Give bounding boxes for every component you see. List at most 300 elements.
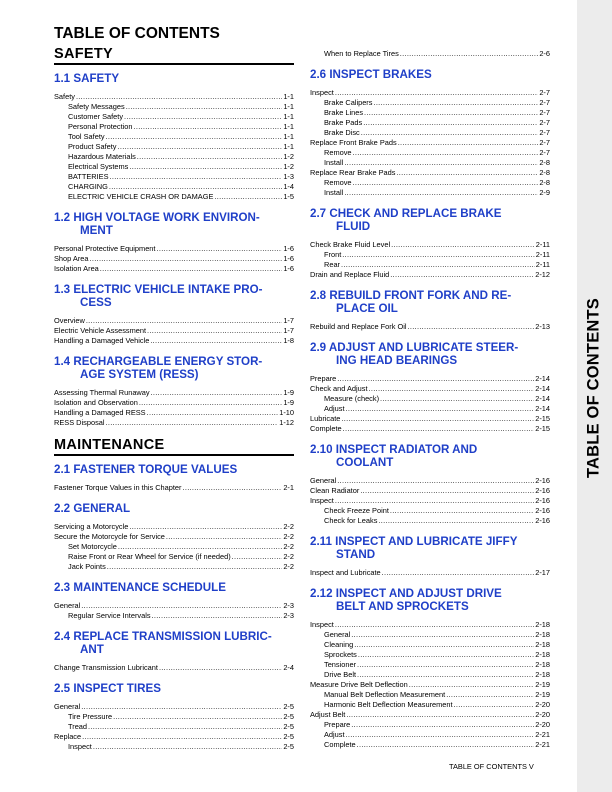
toc-entry-title: Inspect	[310, 620, 334, 629]
part-heading: SAFETY	[54, 46, 294, 65]
toc-entry-list	[310, 620, 550, 750]
section-heading-continuation: MENT	[80, 224, 113, 237]
dot-leader	[454, 700, 535, 710]
toc-entry[interactable]	[310, 476, 550, 486]
dot-leader	[113, 712, 282, 722]
toc-entry-title: BATTERIES	[68, 172, 109, 181]
toc-entry[interactable]	[310, 486, 550, 496]
dot-leader	[446, 690, 534, 700]
toc-entry-page: 2-18	[535, 650, 550, 659]
toc-entry[interactable]	[54, 316, 294, 326]
toc-entry-title: Measure (check)	[324, 394, 380, 403]
dot-leader	[166, 532, 282, 542]
dot-leader	[353, 148, 539, 158]
toc-entry-title: Clean Radiator	[310, 486, 360, 495]
toc-entry-title: Remove	[324, 148, 352, 157]
toc-entry-page: 2-4	[283, 663, 294, 672]
toc-entry-title: Handling a Damaged RESS	[54, 408, 146, 417]
toc-entry[interactable]	[310, 98, 550, 108]
toc-entry[interactable]	[54, 742, 294, 752]
dot-leader	[90, 254, 283, 264]
dot-leader	[151, 388, 283, 398]
dot-leader	[337, 476, 534, 486]
section-heading-text: 2.2 GENERAL	[54, 502, 131, 515]
toc-entry[interactable]	[54, 142, 294, 152]
toc-entry[interactable]	[54, 172, 294, 182]
section-heading-continuation: FLUID	[336, 220, 371, 233]
toc-entry-title: CHARGING	[68, 182, 108, 191]
section-heading[interactable]	[54, 463, 294, 476]
section-heading[interactable]	[54, 630, 294, 656]
toc-entry-title: Harmonic Belt Deflection Measurement	[324, 700, 453, 709]
toc-entry-page: 2-14	[535, 404, 550, 413]
toc-entry-page: 2-16	[535, 496, 550, 505]
toc-entry[interactable]	[310, 496, 550, 506]
toc-entry-page: 2-14	[535, 374, 550, 383]
dot-leader	[396, 168, 538, 178]
toc-entry-title: Inspect	[68, 742, 92, 751]
toc-entry-page: 2-16	[535, 476, 550, 485]
toc-entry[interactable]	[310, 640, 550, 650]
dot-leader	[129, 522, 282, 532]
section-heading[interactable]	[310, 289, 550, 315]
section-heading-continuation: COOLANT	[336, 456, 394, 469]
toc-entry[interactable]	[54, 122, 294, 132]
dot-leader	[150, 336, 282, 346]
toc-entry-page: 1-1	[283, 142, 294, 151]
dot-leader	[380, 394, 534, 404]
toc-entry-title: Electrical Systems	[68, 162, 129, 171]
toc-entry-page: 2-7	[539, 98, 550, 107]
toc-entry-title: Assessing Thermal Runaway	[54, 388, 150, 397]
toc-entry[interactable]	[54, 102, 294, 112]
toc-entry-title: Measure Drive Belt Deflection	[310, 680, 408, 689]
toc-entry-page: 2-11	[535, 250, 550, 259]
toc-entry-page: 1-3	[283, 172, 294, 181]
toc-entry-title: General	[54, 702, 81, 711]
toc-entry-title: Rebuild and Replace Fork Oil	[310, 322, 407, 331]
toc-entry[interactable]	[310, 138, 550, 148]
toc-entry-page: 1-7	[283, 326, 294, 335]
toc-entry-page: 1-1	[283, 122, 294, 131]
dot-leader	[107, 562, 283, 572]
toc-entry-title: Adjust Belt	[310, 710, 346, 719]
toc-entry[interactable]	[54, 722, 294, 732]
toc-entry-title: ELECTRIC VEHICLE CRASH OR DAMAGE	[68, 192, 214, 201]
toc-entry-title: Complete	[310, 424, 342, 433]
toc-entry[interactable]	[54, 92, 294, 102]
toc-entry-title: RESS Disposal	[54, 418, 105, 427]
toc-entry-title: Product Safety	[68, 142, 117, 151]
dot-leader	[118, 542, 282, 552]
toc-entry-list	[54, 522, 294, 572]
toc-entry-page: 2-19	[535, 690, 550, 699]
toc-entry[interactable]	[54, 702, 294, 712]
section-heading[interactable]	[54, 211, 294, 237]
toc-entry-page: 1-7	[283, 316, 294, 325]
toc-entry[interactable]	[54, 408, 294, 418]
toc-entry-title: Brake Disc	[324, 128, 360, 137]
dot-leader	[147, 326, 282, 336]
section-heading-text: 2.4 REPLACE TRANSMISSION LUBRIC-	[54, 630, 272, 643]
toc-entry[interactable]	[310, 394, 550, 404]
toc-entry[interactable]	[54, 264, 294, 274]
toc-entry-page: 1-5	[283, 192, 294, 201]
section-heading-text: 2.7 CHECK AND REPLACE BRAKE	[310, 207, 502, 220]
toc-entry-page: 1-1	[283, 112, 294, 121]
toc-entry[interactable]	[310, 568, 550, 578]
dot-leader	[335, 88, 538, 98]
dot-leader	[378, 516, 534, 526]
toc-entry[interactable]	[310, 250, 550, 260]
toc-entry-page: 2-5	[283, 742, 294, 751]
toc-entry[interactable]	[310, 168, 550, 178]
dot-leader	[341, 414, 534, 424]
section-heading[interactable]	[54, 581, 294, 594]
toc-entry-title: When to Replace Tires	[324, 49, 399, 58]
toc-entry-page: 2-18	[535, 630, 550, 639]
toc-entry[interactable]	[310, 720, 550, 730]
toc-entry[interactable]	[54, 152, 294, 162]
dot-leader	[232, 552, 283, 562]
dot-leader	[88, 722, 282, 732]
toc-entry-page: 1-2	[283, 162, 294, 171]
toc-entry-page: 2-15	[535, 424, 550, 433]
toc-entry-title: Isolation and Observation	[54, 398, 138, 407]
toc-entry-page: 2-8	[539, 178, 550, 187]
toc-entry-list	[54, 663, 294, 673]
toc-entry-title: Servicing a Motorcycle	[54, 522, 129, 531]
toc-entry-title: Customer Safety	[68, 112, 124, 121]
toc-entry[interactable]	[310, 620, 550, 630]
toc-entry-list	[54, 601, 294, 621]
toc-entry-page: 2-18	[535, 670, 550, 679]
toc-entry[interactable]	[310, 322, 550, 332]
toc-entry[interactable]	[54, 398, 294, 408]
section-heading[interactable]	[54, 72, 294, 85]
toc-entry-title: Change Transmission Lubricant	[54, 663, 158, 672]
toc-entry-page: 2-5	[283, 732, 294, 741]
toc-entry[interactable]	[310, 148, 550, 158]
toc-entry-title: Sprockets	[324, 650, 357, 659]
toc-entry[interactable]	[54, 112, 294, 122]
section-heading[interactable]	[54, 682, 294, 695]
section-heading-continuation: PLACE OIL	[336, 302, 398, 315]
toc-entry-page: 2-19	[535, 680, 550, 689]
dot-leader	[391, 240, 535, 250]
dot-leader	[110, 172, 283, 182]
toc-entry-page: 2-18	[535, 620, 550, 629]
toc-entry[interactable]	[310, 108, 550, 118]
toc-entry[interactable]	[310, 730, 550, 740]
section-heading-text: 1.1 SAFETY	[54, 72, 120, 85]
dot-leader	[351, 720, 534, 730]
toc-entry-page: 2-7	[539, 118, 550, 127]
toc-entry[interactable]	[54, 552, 294, 562]
section-heading-continuation: BELT AND SPROCKETS	[336, 600, 469, 613]
toc-entry-page: 2-3	[283, 611, 294, 620]
section-heading-text: 1.3 ELECTRIC VEHICLE INTAKE PRO-	[54, 283, 263, 296]
toc-entry-title: Shop Area	[54, 254, 89, 263]
dot-leader	[354, 640, 534, 650]
dot-leader	[343, 424, 535, 434]
toc-entry-list	[310, 374, 550, 434]
dot-leader	[335, 496, 534, 506]
toc-entry-page: 1-6	[283, 254, 294, 263]
toc-entry-title: Safety Messages	[68, 102, 125, 111]
dot-leader	[76, 92, 282, 102]
toc-entry-title: Front	[324, 250, 342, 259]
toc-entry[interactable]	[310, 414, 550, 424]
dot-leader	[81, 601, 282, 611]
toc-entry-page: 2-7	[539, 108, 550, 117]
toc-entry[interactable]	[54, 182, 294, 192]
toc-entry[interactable]	[310, 740, 550, 750]
toc-entry[interactable]	[54, 192, 294, 202]
dot-leader	[147, 408, 279, 418]
toc-entry[interactable]	[54, 562, 294, 572]
dot-leader	[139, 398, 283, 408]
toc-entry-list	[310, 568, 550, 578]
toc-entry-page: 2-9	[539, 188, 550, 197]
toc-entry[interactable]	[54, 336, 294, 346]
toc-entry-title: Hazardous Materials	[68, 152, 136, 161]
dot-leader	[346, 730, 535, 740]
toc-entry[interactable]	[54, 418, 294, 428]
toc-entry-list	[54, 244, 294, 274]
toc-entry-title: Complete	[324, 740, 356, 749]
toc-entry[interactable]	[54, 483, 294, 493]
dot-leader	[382, 568, 535, 578]
toc-entry-page: 2-7	[539, 128, 550, 137]
toc-entry[interactable]	[310, 680, 550, 690]
toc-entry-page: 1-2	[283, 152, 294, 161]
toc-entry[interactable]	[310, 158, 550, 168]
toc-entry[interactable]	[310, 424, 550, 434]
toc-entry[interactable]	[310, 384, 550, 394]
toc-entry-title: Replace	[54, 732, 82, 741]
toc-entry[interactable]	[310, 128, 550, 138]
toc-left-column	[54, 46, 294, 761]
section-heading-text: 2.10 INSPECT RADIATOR AND	[310, 443, 478, 456]
toc-entry[interactable]	[310, 404, 550, 414]
dot-leader	[335, 620, 534, 630]
toc-entry-title: Check Brake Fluid Level	[310, 240, 391, 249]
toc-entry-page: 2-2	[283, 542, 294, 551]
toc-entry[interactable]	[54, 712, 294, 722]
toc-entry[interactable]	[310, 710, 550, 720]
section-heading[interactable]	[310, 207, 550, 233]
toc-entry[interactable]	[310, 650, 550, 660]
section-heading[interactable]	[310, 535, 550, 561]
toc-entry[interactable]	[54, 388, 294, 398]
toc-entry[interactable]	[310, 670, 550, 680]
toc-entry-title: Adjust	[324, 730, 345, 739]
toc-entry-title: Overview	[54, 316, 85, 325]
toc-entry-page: 1-6	[283, 244, 294, 253]
section-heading-continuation: CESS	[80, 296, 112, 309]
toc-entry[interactable]	[54, 254, 294, 264]
dot-leader	[400, 49, 539, 59]
toc-entry-page: 2-12	[535, 270, 550, 279]
toc-entry-title: Secure the Motorcycle for Service	[54, 532, 165, 541]
toc-entry-list	[310, 88, 550, 198]
toc-entry-page: 1-12	[279, 418, 294, 427]
toc-entry[interactable]	[310, 240, 550, 250]
toc-entry[interactable]	[54, 532, 294, 542]
toc-entry-page: 2-18	[535, 640, 550, 649]
toc-entry-page: 2-21	[535, 730, 550, 739]
dot-leader	[361, 128, 539, 138]
toc-entry-title: Fastener Torque Values in this Chapter	[54, 483, 182, 492]
toc-entry[interactable]	[310, 49, 550, 59]
dot-leader	[134, 122, 283, 132]
dot-leader	[351, 630, 534, 640]
toc-entry-title: Personal Protection	[68, 122, 133, 131]
section-heading[interactable]	[54, 355, 294, 381]
toc-entry-page: 2-6	[539, 49, 550, 58]
dot-leader	[100, 264, 283, 274]
toc-entry-page: 2-11	[535, 260, 550, 269]
toc-entry-page: 2-13	[535, 322, 550, 331]
toc-entry-title: Rear	[324, 260, 341, 269]
dot-leader	[344, 188, 538, 198]
dot-leader	[106, 132, 283, 142]
toc-entry-title: Drain and Replace Fluid	[310, 270, 390, 279]
page-title: TABLE OF CONTENTS	[54, 25, 220, 42]
toc-entry[interactable]	[54, 132, 294, 142]
dot-leader	[364, 108, 538, 118]
toc-entry-page: 2-5	[283, 712, 294, 721]
section-heading-text: 2.11 INSPECT AND LUBRICATE JIFFY	[310, 535, 518, 548]
part-heading: MAINTENANCE	[54, 437, 294, 456]
toc-entry-page: 2-18	[535, 660, 550, 669]
dot-leader	[346, 404, 535, 414]
toc-entry-title: Isolation Area	[54, 264, 99, 273]
dot-leader	[342, 250, 535, 260]
dot-leader	[398, 138, 539, 148]
toc-entry-page: 1-4	[283, 182, 294, 191]
toc-entry-page: 1-1	[283, 132, 294, 141]
toc-right-column	[310, 49, 550, 759]
toc-entry-title: Check Freeze Point	[324, 506, 389, 515]
toc-entry-title: Personal Protective Equipment	[54, 244, 156, 253]
toc-entry-list	[54, 388, 294, 428]
toc-entry-list	[54, 702, 294, 752]
toc-entry[interactable]	[54, 663, 294, 673]
section-heading-text: 2.6 INSPECT BRAKES	[310, 68, 432, 81]
section-heading[interactable]	[310, 68, 550, 81]
toc-entry[interactable]	[310, 118, 550, 128]
dot-leader	[357, 660, 534, 670]
toc-entry-page: 2-16	[535, 516, 550, 525]
dot-leader	[117, 142, 282, 152]
toc-entry[interactable]	[54, 244, 294, 254]
dot-leader	[357, 740, 535, 750]
section-heading[interactable]	[54, 502, 294, 515]
toc-entry-page: 2-20	[535, 720, 550, 729]
dot-leader	[159, 663, 282, 673]
toc-entry-title: Cleaning	[324, 640, 354, 649]
toc-entry-list	[310, 322, 550, 332]
section-heading-text: 2.3 MAINTENANCE SCHEDULE	[54, 581, 226, 594]
toc-entry-page: 2-7	[539, 138, 550, 147]
section-heading-text: 2.9 ADJUST AND LUBRICATE STEER-	[310, 341, 519, 354]
toc-entry[interactable]	[54, 542, 294, 552]
toc-entry[interactable]	[310, 660, 550, 670]
dot-leader	[214, 192, 282, 202]
dot-leader	[373, 98, 538, 108]
section-heading[interactable]	[310, 341, 550, 367]
toc-entry[interactable]	[310, 260, 550, 270]
toc-entry[interactable]	[310, 516, 550, 526]
toc-entry-title: Drive Belt	[324, 670, 357, 679]
section-heading-text: 1.4 RECHARGEABLE ENERGY STOR-	[54, 355, 263, 368]
section-heading-text: 2.12 INSPECT AND ADJUST DRIVE	[310, 587, 502, 600]
toc-entry[interactable]	[54, 732, 294, 742]
toc-entry[interactable]	[54, 601, 294, 611]
section-heading[interactable]	[310, 443, 550, 469]
dot-leader	[109, 182, 282, 192]
toc-entry-page: 2-2	[283, 522, 294, 531]
dot-leader	[346, 710, 534, 720]
toc-entry-title: Lubricate	[310, 414, 341, 423]
section-heading-text: 2.5 INSPECT TIRES	[54, 682, 161, 695]
toc-entry-title: Replace Rear Brake Pads	[310, 168, 396, 177]
dot-leader	[93, 742, 282, 752]
toc-entry-title: Prepare	[310, 374, 337, 383]
toc-entry[interactable]	[310, 88, 550, 98]
toc-entry-list	[310, 49, 550, 59]
toc-entry-title: Safety	[54, 92, 75, 101]
toc-entry-title: Adjust	[324, 404, 345, 413]
toc-entry[interactable]	[310, 374, 550, 384]
toc-entry[interactable]	[310, 188, 550, 198]
section-heading-continuation: ANT	[80, 643, 104, 656]
section-heading[interactable]	[310, 587, 550, 613]
toc-entry[interactable]	[54, 522, 294, 532]
toc-entry-title: Remove	[324, 178, 352, 187]
toc-entry-page: 2-2	[283, 562, 294, 571]
toc-entry[interactable]	[54, 162, 294, 172]
toc-entry-page: 2-7	[539, 88, 550, 97]
toc-entry[interactable]	[310, 700, 550, 710]
toc-entry-title: Tire Pressure	[68, 712, 113, 721]
toc-entry[interactable]	[310, 270, 550, 280]
toc-entry-page: 2-14	[535, 384, 550, 393]
toc-entry-page: 2-17	[535, 568, 550, 577]
dot-leader	[152, 611, 283, 621]
toc-entry-page: 2-5	[283, 722, 294, 731]
dot-leader	[369, 384, 535, 394]
toc-entry-page: 2-14	[535, 394, 550, 403]
toc-entry[interactable]	[310, 506, 550, 516]
toc-entry[interactable]	[54, 326, 294, 336]
section-heading[interactable]	[54, 283, 294, 309]
toc-entry[interactable]	[310, 178, 550, 188]
dot-leader	[124, 112, 282, 122]
toc-entry-page: 2-20	[535, 710, 550, 719]
dot-leader	[86, 316, 283, 326]
toc-entry-page: 2-20	[535, 700, 550, 709]
dot-leader	[129, 162, 282, 172]
toc-entry-title: Manual Belt Deflection Measurement	[324, 690, 446, 699]
toc-entry-title: Regular Service Intervals	[68, 611, 151, 620]
toc-entry[interactable]	[310, 690, 550, 700]
toc-entry-page: 1-9	[283, 388, 294, 397]
toc-entry[interactable]	[54, 611, 294, 621]
toc-entry[interactable]	[310, 630, 550, 640]
